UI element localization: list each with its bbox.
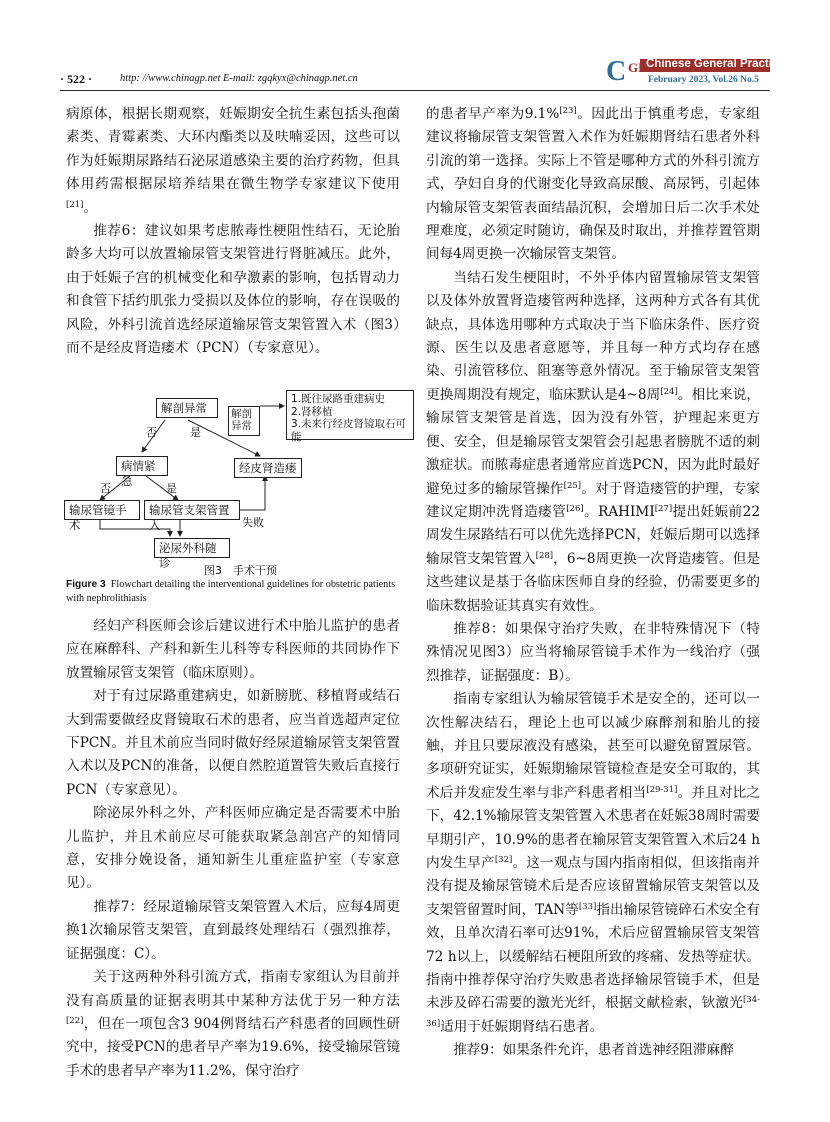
node-anatomy-abnormal-2: 解剖 异常	[228, 406, 260, 436]
paragraph: 除泌尿外科之外，产科医师应确定是否需要术中胎儿监护，并且术前应尽可能获取紧急剖宫产的知情同意，安排分娩设备，通知新生儿重症监护室（专家意见）。	[66, 805, 400, 892]
paragraph: 关于这两种外科引流方式，指南专家组认为目前并没有高质量的证据表明其中某种方法优于另一种方法[22]，但在一项包含3 904例肾结石产科患者的回顾性研究中，接受PCN的患者早产率为19.6%，接受输尿管镜手术的患者早产率为11.2%，保守治疗	[66, 969, 400, 1079]
journal-title: Chinese General Practice	[646, 58, 785, 70]
page-number: · 522 ·	[60, 72, 93, 86]
left-column-bottom	[66, 615, 400, 1083]
edge-label-yes: 是	[166, 482, 177, 495]
node-special-conditions: 1.既往尿路重建病史 2.肾移植 3.未来行经皮肾镜取石可能	[286, 390, 414, 440]
journal-logo-c: C	[606, 56, 627, 87]
recommendation-6: 推荐6：建议如果考虑脓毒性梗阻性结石，无论胎龄多大均可以放置输尿管支架管进行肾脏减压。此外，由于妊娠子宫的机械变化和孕激素的影响，包括胃动力和食管下括约肌张力受损以及体位的影响，存在误吸的风险，外科引流首选经尿道输尿管支架管置入术（图3）而不是经皮肾造瘘术（PCN）（专家意见）。	[66, 223, 400, 357]
figure-caption-en	[66, 578, 406, 606]
citation: [26]	[566, 503, 584, 514]
paragraph: 的患者早产率为9.1%[23]。因此出于慎重考虑，专家组建议将输尿管支架管置入术作为妊娠期肾结石患者外科引流的第一选择。实际上不管是哪种方式的外科引流方式，孕妇自身的代谢变化导致高尿酸、高尿钙，引起体内输尿管支架管表面结晶沉积，会增加日后二次手术处理难度，必须定时随访，确保及时取出，并推荐置管期间每4周更换一次输尿管支架管。	[426, 106, 761, 263]
figure-caption-cn: 图3 手术干预	[204, 564, 277, 577]
figure-caption-text: Flowchart detailing the interventional guidelines for obstetric patients with nephrolithiasis	[66, 579, 396, 604]
citation: [21]	[66, 199, 84, 210]
journal-logo-gp: GP	[628, 60, 647, 75]
edge-label-fail: 失败	[242, 516, 264, 529]
recommendation-8: 推荐8：如果保守治疗失败，在非特殊情况下（特殊情况见图3）应当将输尿管镜手术作为一线治疗（强烈推荐，证据强度：B）。	[426, 620, 760, 684]
paragraph: 病原体，根据长期观察，妊娠期安全抗生素包括头孢菌素类、青霉素类、大环内酯类以及呋喃妥因，这些可以作为妊娠期尿路结石泌尿道感染主要的治疗药物，但具体用药需根据尿培养结果在微生物学专家建议下使用[21]。	[66, 106, 400, 216]
node-ureteroscopy: 输尿管镜手术	[64, 500, 140, 520]
right-column	[426, 103, 760, 1063]
recommendation-7: 推荐7：经尿道输尿管支架管置入术后，应每4周更换1次输尿管支架管，直到最终处理结石（强烈推荐，证据强度：C）。	[66, 898, 400, 962]
recommendation-9: 推荐9：如果条件允许，患者首选神经阻滞麻醉	[453, 1042, 734, 1059]
left-column-top	[66, 103, 400, 360]
citation: [32]	[494, 855, 513, 865]
header-divider	[60, 90, 770, 91]
header-contact: http: //www.chinagp.net E-mail: zgqkyx@chinagp.net.cn	[120, 73, 358, 84]
citation: [25]	[563, 480, 582, 491]
node-stent: 输尿管支架管置入	[144, 500, 240, 520]
citation: [23]	[559, 106, 577, 116]
node-urology-followup: 泌尿外科随诊	[154, 538, 230, 558]
figure-label: Figure 3	[66, 579, 106, 590]
edge-label-no: 否	[146, 426, 157, 439]
edge-label-yes: 是	[190, 426, 201, 439]
citation: [24]	[660, 386, 678, 397]
paragraph: 经妇产科医师会诊后建议进行术中胎儿监护的患者应在麻醉科、产科和新生儿科等专科医师的共同协作下放置输尿管支架管（临床原则）。	[66, 618, 400, 681]
paragraph: 指南专家组认为输尿管镜手术是安全的，还可以一次性解决结石，理论上也可以减少麻醉剂和胎儿的接触，并且只要尿液没有感染，甚至可以避免留置尿管。多项研究证实，妊娠期输尿管镜检查是安全可取的，其术后并发症发生率与非产科患者相当[29-31]。并且对比之下，42.1%输尿管支架管置入术患者在妊娠38周时需要早期引产，10.9%的患者在输尿管支架管置入术后24 h内发生早产[32]。这一观点与国内指南相似，但该指南并没有提及输尿管镜术后是否应该留置输尿管支架管以及支架管留置时间，TAN等[33]指出输尿管镜碎石术安全有效，且单次清石率可达91%，术后应留置输尿管支架管72 h以上，以缓解结石梗阻所致的疼痛、发热等症状。指南中推荐保守治疗失败患者选择输尿管镜手术，但是未涉及碎石需要的激光光纤，根据文献检索，钬激光[34-36]适用于妊娠期肾结石患者。	[426, 691, 761, 1035]
node-anatomy-abnormal: 解剖异常	[156, 398, 218, 418]
journal-issue: February 2023, Vol.26 No.5	[648, 75, 759, 85]
citation: [28]	[535, 550, 554, 561]
citation: [22]	[66, 1015, 84, 1026]
edge-label-no: 否	[100, 482, 111, 495]
paragraph: 当结石发生梗阻时，不外乎体内留置输尿管支架管以及体外放置肾造瘘管两种选择，这两种方式各有其优缺点，具体选用哪种方式取决于当下临床条件、医疗资源、医生以及患者意愿等，并且每一种方式均存在感染、引流管移位、阻塞等意外情况。至于输尿管支架管更换周期没有规定，临床默认是4~8周[24]。相比来说，输尿管支架管是首选，因为没有外管，护理起来更方便、安全，但是输尿管支架管会引起患者膀胱不适的刺激症状。而脓毒症患者通常应首选PCN，因为此时最好避免过多的输尿管操作[25]。对于肾造瘘管的护理，专家建议定期冲洗肾造瘘管[26]。RAHIMI[27]提出妊娠前22周发生尿路结石可以优先选择PCN，妊娠后期可以选择输尿管支架管置入[28]，6~8周更换一次肾造瘘管。但是这些建议是基于各临床医师自身的经验，仍需要更多的临床数据验证其真实有效性。	[426, 269, 761, 614]
citation: [34-36]	[426, 995, 760, 1029]
node-pcn: 经皮肾造瘘	[234, 458, 302, 478]
citation: [29-31]	[646, 784, 678, 795]
citation: [27]	[654, 503, 673, 514]
node-urgent: 病情紧急	[116, 456, 168, 476]
citation: [33]	[578, 901, 597, 912]
paragraph: 对于有过尿路重建病史，如新膀胱、移植肾或结石大到需要做经皮肾镜取石术的患者，应当首选超声定位下PCN。并且术前应当同时做好经尿道输尿管支架管置入术以及PCN的准备，以便自然腔道置管失败后直接行PCN（专家意见）。	[66, 688, 400, 798]
